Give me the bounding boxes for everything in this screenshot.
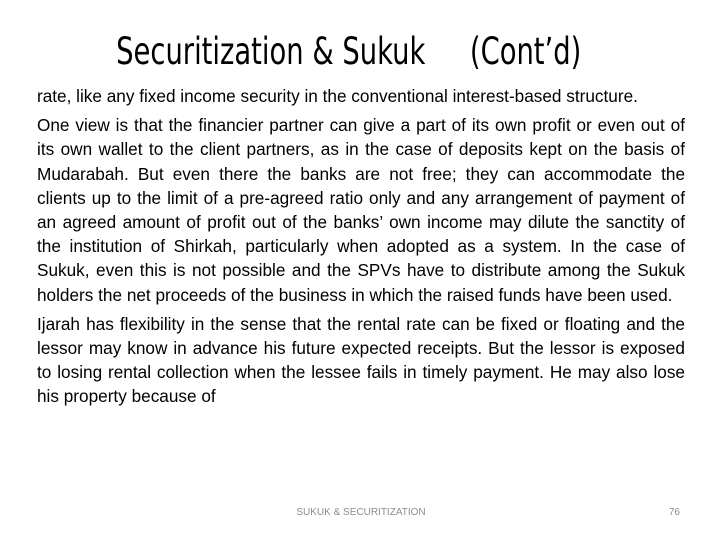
title-main: Securitization & Sukuk (116, 30, 426, 73)
paragraph-3: Ijarah has flexibility in the sense that the rental rate can be fixed or floating and the lessor may know in advance his future expected receipts. But the lessor is exposed to losing rental collection when the lessee fails in timely payment. He may also lose his property because of (37, 313, 685, 407)
slide-body (37, 84, 685, 414)
paragraph-1: rate, like any fixed income security in the conventional interest-based structure. (37, 86, 638, 106)
page-number: 76 (668, 507, 680, 518)
paragraph-2: One view is that the financier partner can give a part of its own profit or even out of its own wallet to the client partners, as in the case of deposits kept on the basis of Mudarabah. But even there the banks are not free; they can accommodate the clients up to the limit of a pre-agreed ratio only and any arrangement of payment of an agreed amount of profit out of the banks’ own income may dilute the sanctity of the institution of Shirkah, particularly when adopted as a system. In the case of Sukuk, even this is not possible and the SPVs have to distribute among the Sukuk holders the net proceeds of the business in which the raised funds have been used. (37, 115, 685, 305)
slide-title (0, 30, 582, 86)
slide-footer (0, 507, 720, 523)
title-contd: (Cont’d) (469, 30, 582, 73)
footer-text: SUKUK & SECURITIZATION (296, 507, 426, 518)
